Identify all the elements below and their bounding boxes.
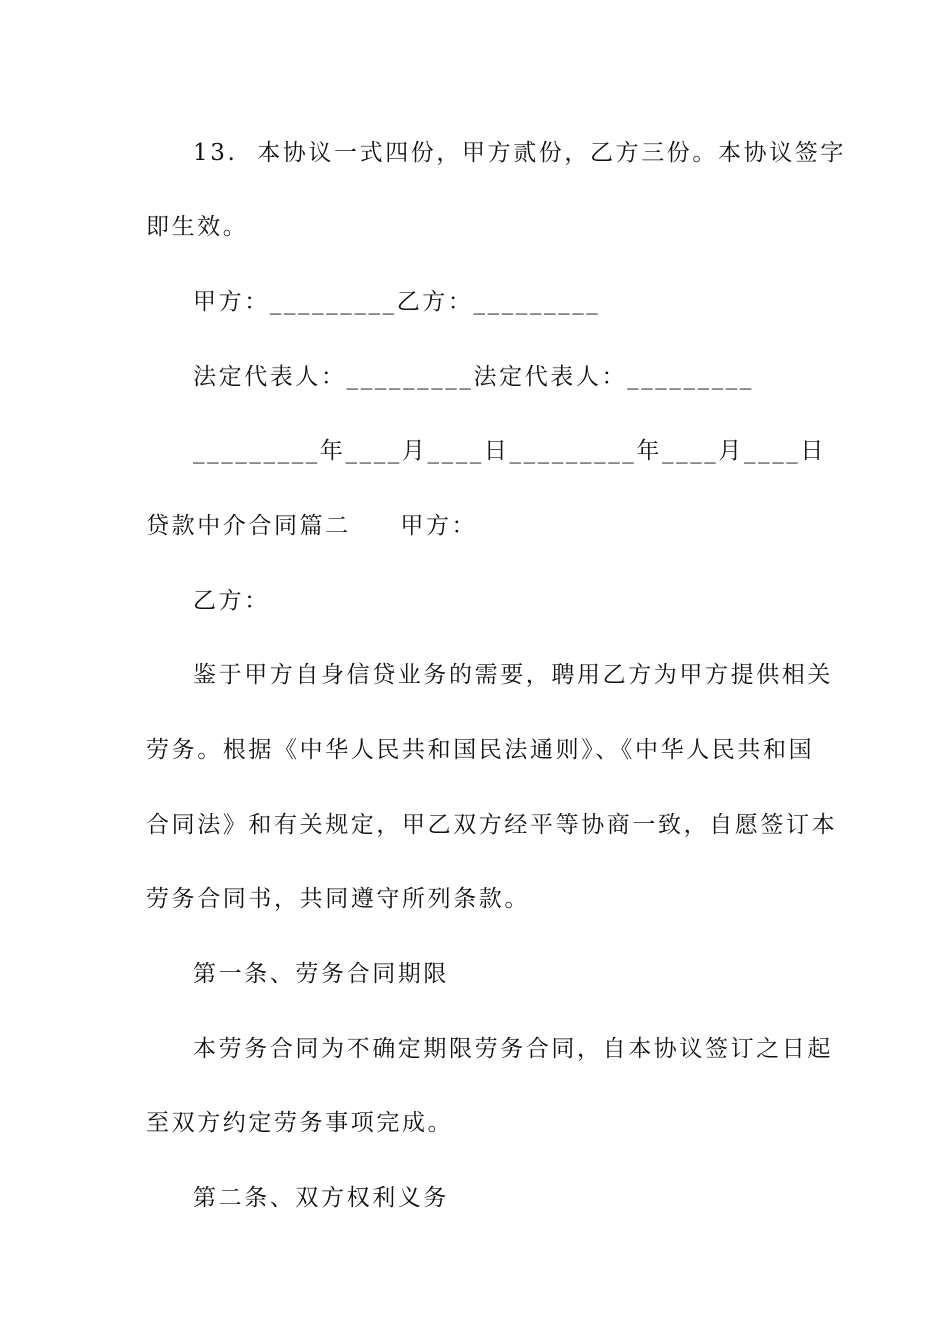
signature-date-line: _________年____月____日_________年____月____日: [193, 438, 826, 464]
clause-13-line-2: 即生效。: [146, 214, 249, 240]
preamble-line-2: 劳务。根据《中华人民共和国民法通则》、《中华人民共和国: [146, 737, 815, 763]
preamble-line-3: 合同法》和有关规定，甲乙双方经平等协商一致，自愿签订本: [146, 812, 838, 838]
signature-representative-line: 法定代表人：_________法定代表人：_________: [193, 364, 754, 390]
section-title-party-a: 贷款中介合同篇二 甲方：: [146, 513, 478, 539]
preamble-line-4: 劳务合同书，共同遵守所列条款。: [146, 886, 530, 912]
article-1-text-line-2: 至双方约定劳务事项完成。: [146, 1110, 454, 1136]
article-2-heading: 第二条、双方权利义务: [193, 1185, 449, 1211]
preamble-line-1: 鉴于甲方自身信贷业务的需要，聘用乙方为甲方提供相关: [193, 662, 833, 688]
signature-party-line: 甲方：_________乙方：_________: [193, 289, 601, 315]
article-1-heading: 第一条、劳务合同期限: [193, 961, 449, 987]
article-1-text-line-1: 本劳务合同为不确定期限劳务合同，自本协议签订之日起: [193, 1036, 833, 1062]
party-b-line: 乙方：: [193, 588, 270, 614]
clause-13-line-1: 13. 本协议一式四份，甲方贰份，乙方三份。本协议签字: [193, 140, 846, 166]
